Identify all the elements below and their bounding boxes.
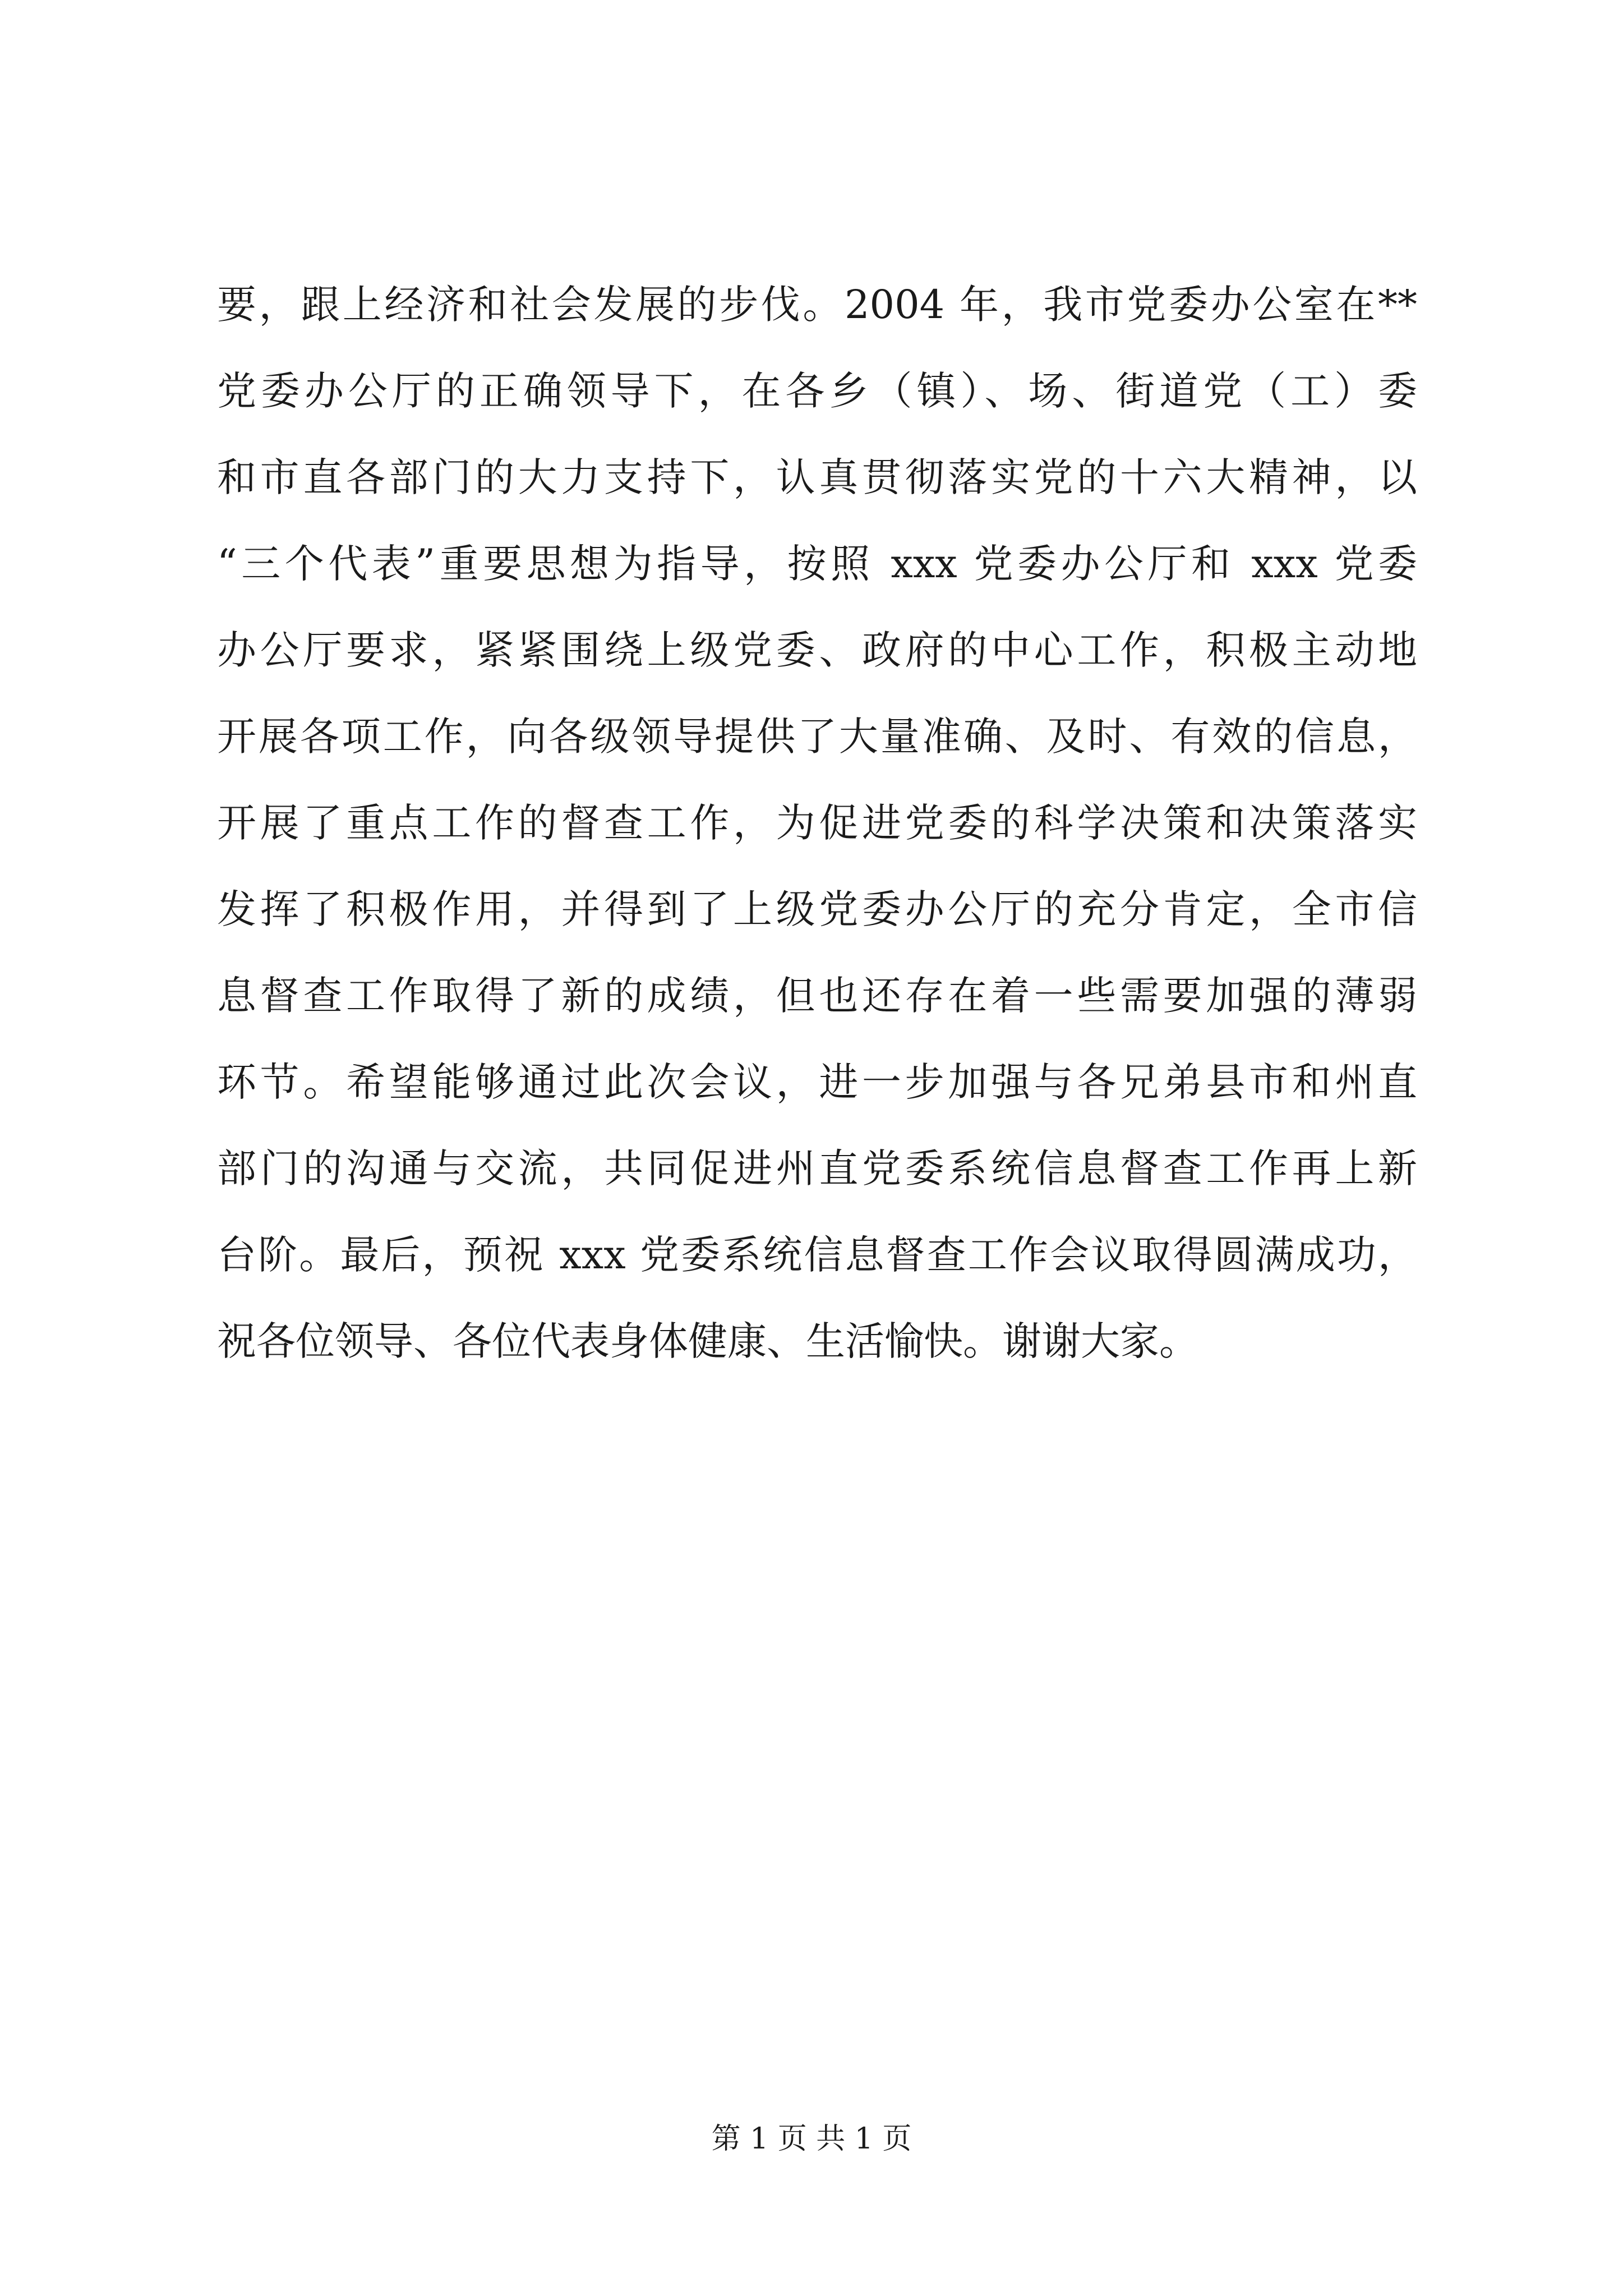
page-number-footer: 第 1 页 共 1 页 [711, 2122, 912, 2156]
text-line: 息督查工作取得了新的成绩，但也还存在着一些需要加强的薄弱 [217, 973, 1417, 1019]
text-line: 台阶。最后，预祝 xxx 党委系统信息督查工作会议取得圆满成功， [217, 1232, 1417, 1278]
text-line: 办公厅要求，紧紧围绕上级党委、政府的中心工作，积极主动地 [217, 627, 1417, 673]
text-line: 环节。希望能够通过此次会议，进一步加强与各兄弟县市和州直 [217, 1059, 1417, 1105]
text-line: “三个代表”重要思想为指导，按照 xxx 党委办公厅和 xxx 党委 [217, 541, 1417, 587]
body-paragraph [217, 261, 1417, 1384]
text-line: 发挥了积极作用，并得到了上级党委办公厅的充分肯定，全市信 [217, 886, 1417, 932]
text-line: 部门的沟通与交流，共同促进州直党委系统信息督查工作再上新 [217, 1145, 1417, 1191]
text-line: 开展了重点工作的督查工作，为促进党委的科学决策和决策落实 [217, 800, 1417, 846]
text-line: 开展各项工作，向各级领导提供了大量准确、及时、有效的信息， [217, 714, 1417, 760]
text-line: 祝各位领导、各位代表身体健康、生活愉快。谢谢大家。 [217, 1318, 1198, 1364]
text-line: 和市直各部门的大力支持下，认真贯彻落实党的十六大精神，以 [217, 454, 1417, 500]
text-line: 党委办公厅的正确领导下，在各乡（镇）、场、街道党（工）委 [217, 368, 1417, 414]
text-line: 要，跟上经济和社会发展的步伐。2004 年，我市党委办公室在** [217, 282, 1417, 328]
